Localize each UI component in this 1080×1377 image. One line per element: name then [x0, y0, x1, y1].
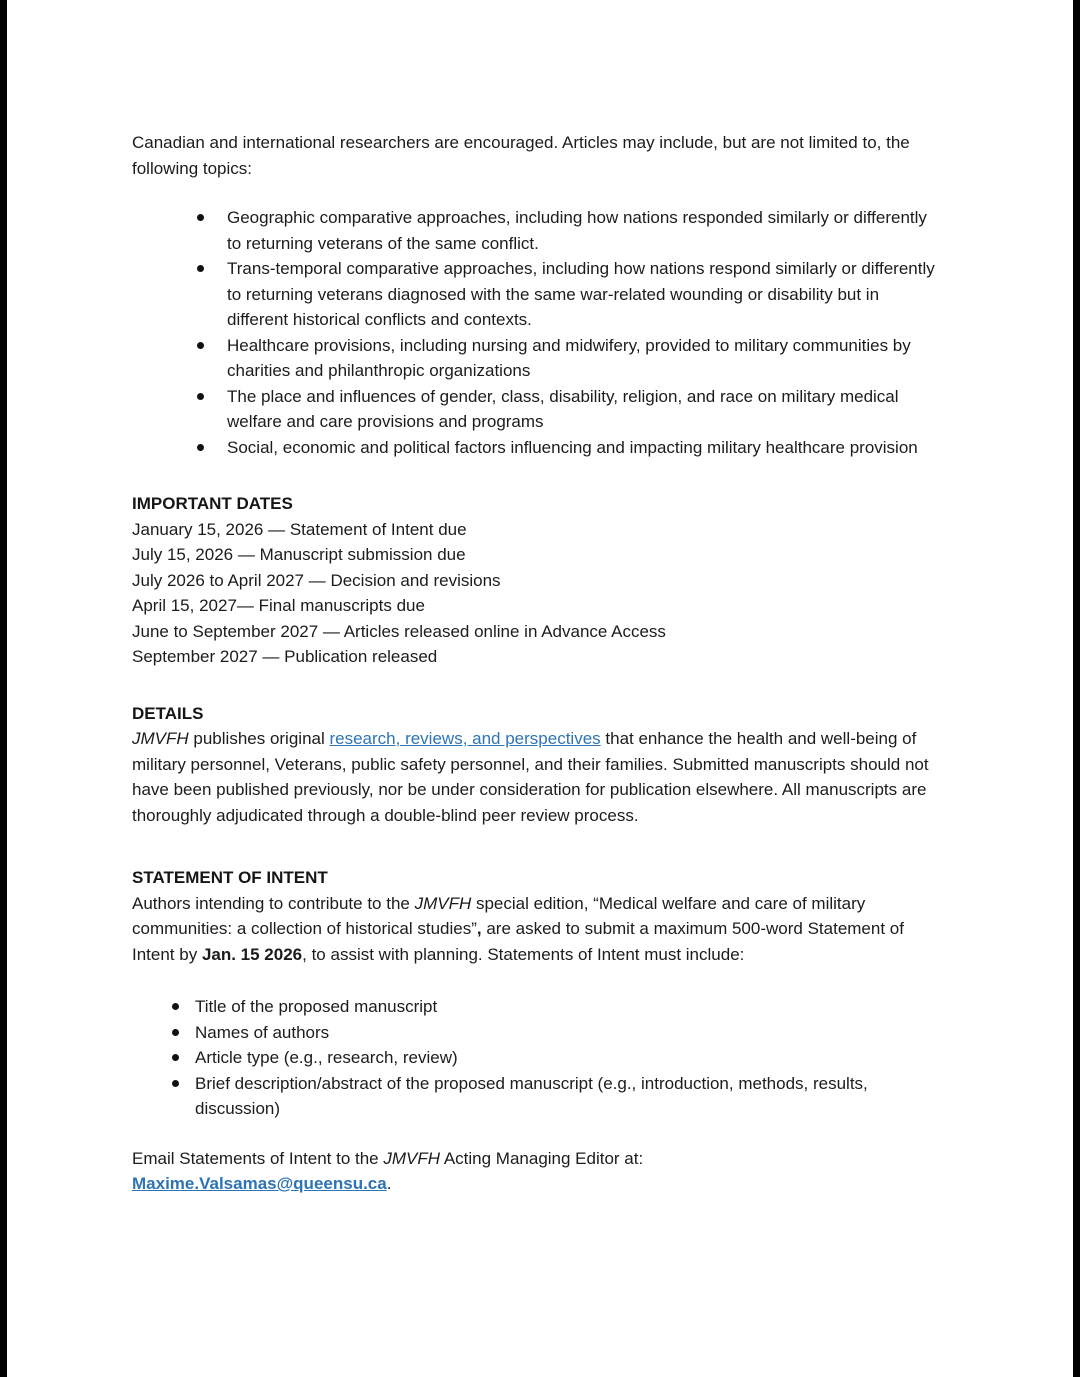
- soi-item: Article type (e.g., research, review): [195, 1045, 935, 1071]
- details-text: publishes original: [188, 729, 330, 748]
- statement-of-intent-heading: STATEMENT OF INTENT: [132, 868, 328, 887]
- details-text: that enhance the health and well-being of military personnel, Veterans, public safety personnel, and their families. Submitted manuscripts should not have been published previously, nor be under consideration for publication elsewhere. All manuscripts are thoroughly adjudicated through a double-blind peer review process.: [132, 729, 929, 825]
- document-page: [7, 0, 1073, 1377]
- section-statement-of-intent: [132, 865, 935, 1122]
- statement-of-intent-paragraph: [132, 891, 935, 968]
- soi-text: Authors intending to contribute to the: [132, 893, 415, 913]
- intro-text: Canadian and international researchers are encouraged. Articles may include, but are not limited to, the following topics:: [132, 133, 910, 178]
- journal-abbreviation: JMVFH: [132, 729, 189, 748]
- date-item: September 2027 — Publication released: [132, 647, 438, 666]
- date-item: July 15, 2026 — Manuscript submission due: [132, 545, 466, 564]
- journal-abbreviation: JMVFH: [414, 893, 472, 913]
- topic-item: Healthcare provisions, including nursing and midwifery, provided to military communities by charities and philanthropic organizations: [227, 333, 935, 384]
- email-paragraph: [132, 1146, 935, 1197]
- email-trailing-period: .: [386, 1174, 392, 1193]
- intro-paragraph: [132, 130, 935, 181]
- soi-text: special edition, “Medical welfare and care of military communities: a collection of historical studies”: [132, 893, 866, 938]
- topic-item: The place and influences of gender, class, disability, religion, and race on military medical welfare and care provisions and programs: [227, 384, 935, 435]
- soi-text: , to assist with planning. Statements of Intent must include:: [302, 944, 745, 964]
- section-details: [132, 701, 935, 829]
- soi-item: Title of the proposed manuscript: [195, 994, 935, 1020]
- soi-item: Names of authors: [195, 1020, 935, 1046]
- statement-requirements-list: [132, 994, 935, 1122]
- topic-item: Geographic comparative approaches, including how nations responded similarly or differently to returning veterans of the same conflict.: [227, 205, 935, 256]
- email-text: Email Statements of Intent to the: [132, 1148, 384, 1168]
- email-text: Acting Managing Editor at:: [440, 1148, 644, 1168]
- section-important-dates: [132, 491, 935, 670]
- date-item: April 15, 2027— Final manuscripts due: [132, 596, 425, 615]
- important-dates-list: [132, 517, 935, 670]
- document-content: [7, 0, 1073, 1197]
- topic-item: Social, economic and political factors influencing and impacting military healthcare provision: [227, 435, 935, 461]
- soi-item: Brief description/abstract of the proposed manuscript (e.g., introduction, methods, results, discussion): [195, 1071, 935, 1122]
- managing-editor-email-link[interactable]: Maxime.Valsamas@queensu.ca: [132, 1174, 387, 1193]
- date-item: January 15, 2026 — Statement of Intent due: [132, 519, 467, 539]
- important-dates-heading: IMPORTANT DATES: [132, 494, 293, 513]
- soi-text: are asked to submit a maximum 500-word Statement of Intent by: [132, 919, 904, 964]
- details-paragraph: [132, 726, 935, 828]
- details-heading: DETAILS: [132, 703, 204, 723]
- journal-abbreviation: JMVFH: [383, 1148, 441, 1168]
- topics-list: [132, 205, 935, 460]
- date-item: July 2026 to April 2027 — Decision and revisions: [132, 570, 501, 590]
- date-item: June to September 2027 — Articles released online in Advance Access: [132, 621, 666, 641]
- soi-deadline: Jan. 15 2026: [201, 944, 303, 964]
- topic-item: Trans-temporal comparative approaches, including how nations respond similarly or differently to returning veterans diagnosed with the same war-related wounding or disability but in different historical conflicts and contexts.: [227, 256, 935, 333]
- article-types-link[interactable]: research, reviews, and perspectives: [329, 729, 601, 748]
- soi-bold-comma: ,: [476, 919, 482, 938]
